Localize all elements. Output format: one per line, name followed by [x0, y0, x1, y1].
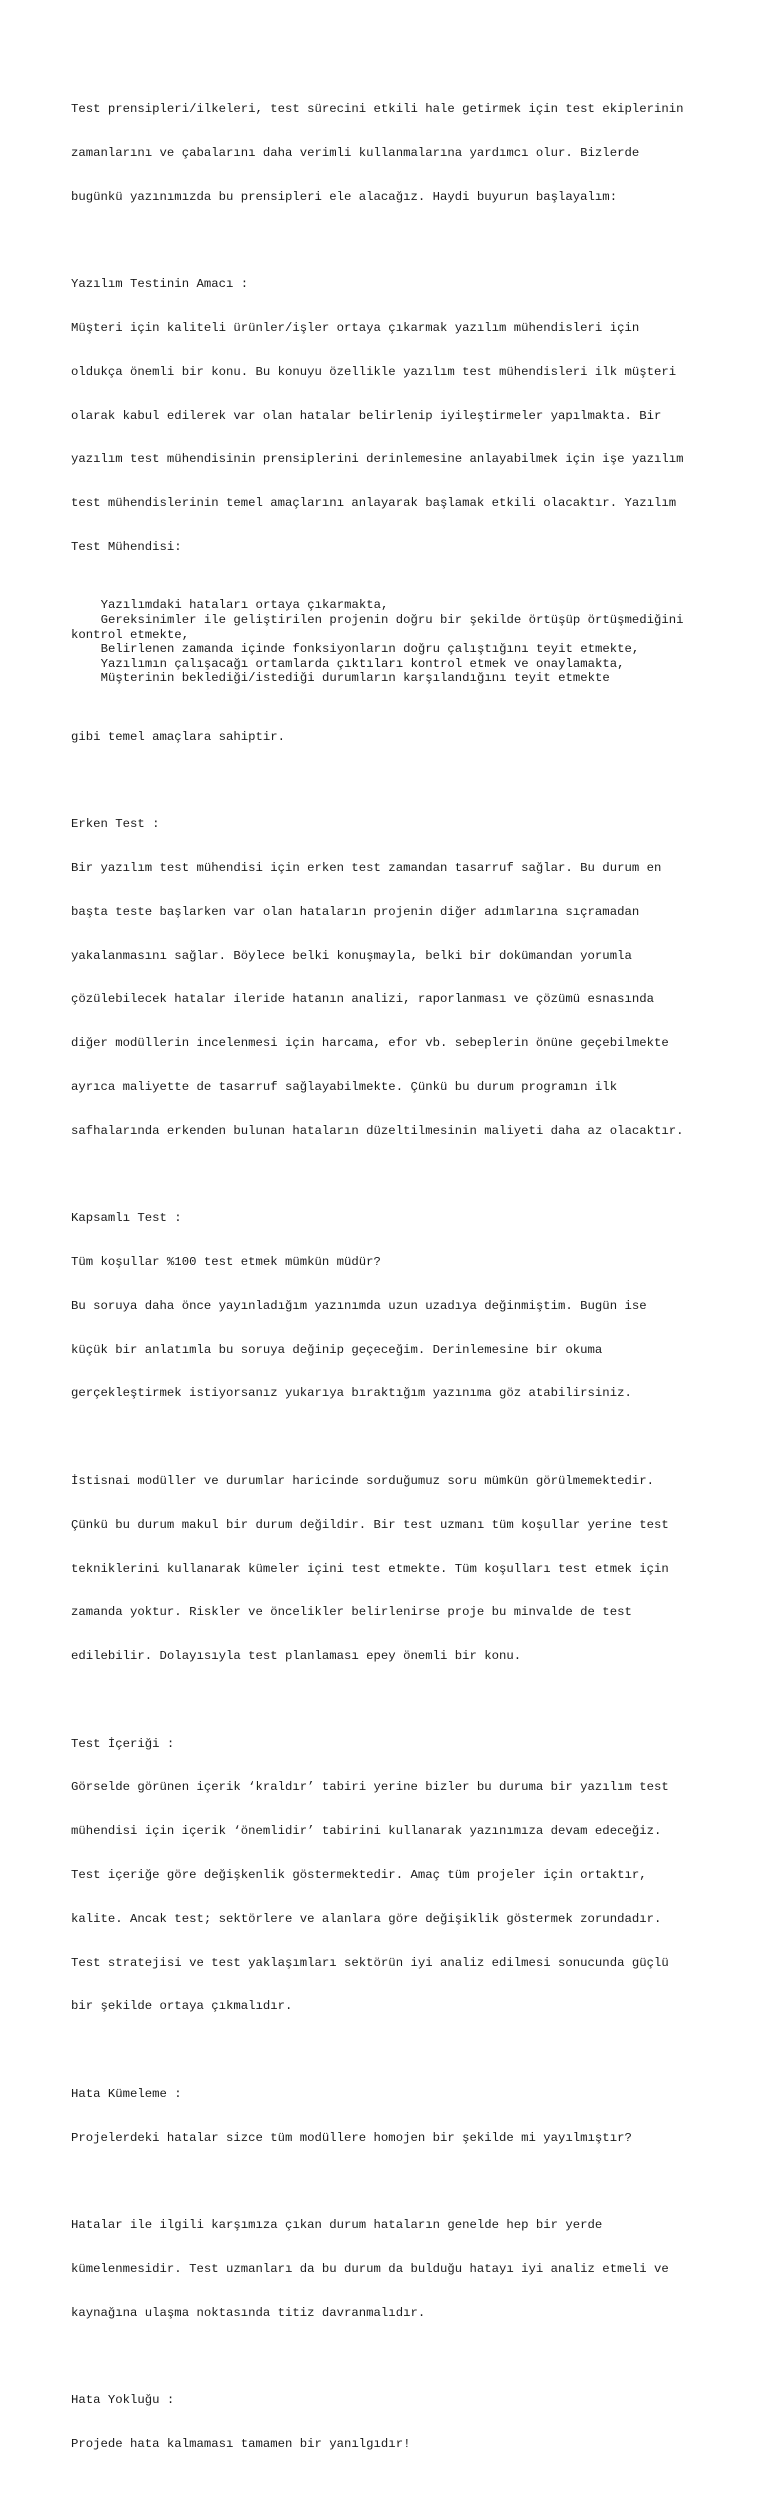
list-closing-line: gibi temel amaçlara sahiptir.: [71, 729, 286, 744]
section-heading: Yazılım Testinin Amacı :: [71, 277, 249, 292]
section-line: oldukça önemli bir konu. Bu konuyu özellikle yazılım test mühendisleri ilk müşteri: [71, 364, 677, 379]
section-heading: Hata Yokluğu :: [71, 2393, 175, 2408]
section-line: yazılım test mühendisinin prensiplerini derinlemesine anlayabilmek için işe yazılım: [71, 452, 684, 467]
section-line: Bir yazılım test mühendisi için erken test zamandan tasarruf sağlar. Bu durum en: [71, 861, 662, 876]
section-heading: Kapsamlı Test :: [71, 1211, 182, 1226]
section-line: Tüm koşullar %100 test etmek mümkün müdür?: [71, 1255, 381, 1270]
section-line: kümelenmesidir. Test uzmanları da bu durum da bulduğu hatayı iyi analiz etmeli ve: [71, 2262, 669, 2277]
section-line: olarak kabul edilerek var olan hatalar belirlenip iyileştirmeler yapılmakta. Bir: [71, 408, 662, 423]
section-test-icerigi: [71, 1708, 761, 2044]
section-amac: [71, 248, 761, 584]
list-item: Belirlenen zamanda içinde fonksiyonların doğru çalıştığını teyit etmekte,: [100, 642, 640, 657]
section-line: Test stratejisi ve test yaklaşımları sektörün iyi analiz edilmesi sonucunda güçlü: [71, 1955, 669, 1970]
section-heading: Hata Kümeleme :: [71, 2086, 182, 2101]
section-line: kalite. Ancak test; sektörlere ve alanlara göre değişiklik göstermek zorundadır.: [71, 1911, 662, 1926]
section-kapsamli-test: [71, 1182, 761, 1430]
section-line: Test içeriğe göre değişkenlik göstermektedir. Amaç tüm projeler için ortaktır,: [71, 1868, 647, 1883]
section-line: zamanda yoktur. Riskler ve öncelikler belirlenirse proje bu minvalde de test: [71, 1605, 632, 1620]
section-line: çözülebilecek hatalar ileride hatanın analizi, raporlanması ve çözümü esnasında: [71, 992, 654, 1007]
section-line: Bu soruya daha önce yayınladığım yazınımda uzun uzadıya değinmiştim. Bugün ise: [71, 1298, 647, 1313]
section-line: Görselde görünen içerik ‘kraldır’ tabiri yerine bizler bu duruma bir yazılım test: [71, 1780, 669, 1795]
section-line: Test Mühendisi:: [71, 540, 182, 554]
engineer-goals-list: [71, 598, 761, 686]
section-line: Projelerdeki hatalar sizce tüm modüllere homojen bir şekilde mi yayılmıştır?: [71, 2130, 632, 2145]
section-line: İstisnai modüller ve durumlar haricinde sorduğumuz soru mümkün görülmemektedir.: [71, 1474, 654, 1488]
section-line: ayrıca maliyette de tasarruf sağlayabilmekte. Çünkü bu durum programın ilk: [71, 1079, 618, 1094]
section-hata-kumeleme: [71, 2058, 761, 2175]
section-line: test mühendislerinin temel amaçlarını anlayarak başlamak etkili olacaktır. Yazılım: [71, 496, 677, 511]
section-heading: Erken Test :: [71, 817, 160, 832]
section-hatalar: [71, 2189, 761, 2350]
intro-line: bugünkü yazınımızda bu prensipleri ele alacağız. Haydi buyurun başlayalım:: [71, 189, 618, 204]
section-line: kaynağına ulaşma noktasında titiz davranmalıdır.: [71, 2305, 426, 2320]
section-line: Müşteri için kaliteli ürünler/işler ortaya çıkarmak yazılım mühendisleri için: [71, 321, 640, 336]
list-closing: [71, 701, 761, 774]
list-item: Müşterinin beklediği/istediği durumların karşılandığını teyit etmekte: [100, 671, 610, 686]
list-item: Gereksinimler ile geliştirilen projenin doğru bir şekilde örtüşüp örtüşmediğini: [100, 612, 684, 627]
document-page: [71, 73, 761, 2496]
section-line: Projede hata kalmaması tamamen bir yanılgıdır!: [71, 2437, 411, 2452]
section-line: edilebilir. Dolayısıyla test planlaması epey önemli bir konu.: [71, 1649, 522, 1664]
section-line: Hatalar ile ilgili karşımıza çıkan durum hataların genelde hep bir yerde: [71, 2218, 603, 2233]
intro-paragraph: [71, 73, 761, 234]
section-line: başta teste başlarken var olan hataların projenin diğer adımlarına sıçramadan: [71, 904, 640, 919]
section-line: küçük bir anlatımla bu soruya değinip geçeceğim. Derinlemesine bir okuma: [71, 1342, 603, 1357]
section-line: tekniklerini kullanarak kümeler içini test etmekte. Tüm koşulları test etmek için: [71, 1561, 669, 1576]
section-line: safhalarında erkenden bulunan hataların düzeltilmesinin maliyeti daha az olacaktır.: [71, 1123, 684, 1138]
section-hata-yoklugu: [71, 2364, 761, 2481]
section-heading: Test İçeriği :: [71, 1736, 175, 1751]
intro-line: Test prensipleri/ilkeleri, test sürecini etkili hale getirmek için test ekiplerinin: [71, 102, 684, 117]
section-line: mühendisi için içerik ‘önemlidir’ tabirini kullanarak yazınımıza devam edeceğiz.: [71, 1824, 662, 1839]
section-line: gerçekleştirmek istiyorsanız yukarıya bıraktığım yazınıma göz atabilirsiniz.: [71, 1386, 632, 1401]
section-line: yakalanmasını sağlar. Böylece belki konuşmayla, belki bir dokümandan yorumla: [71, 948, 632, 963]
section-line: diğer modüllerin incelenmesi için harcama, efor vb. sebeplerin önüne geçebilmekte: [71, 1036, 669, 1051]
intro-line: zamanlarını ve çabalarını daha verimli kullanmalarına yardımcı olur. Bizlerde: [71, 145, 640, 160]
list-item: Yazılımın çalışacağı ortamlarda çıktıları kontrol etmek ve onaylamakta,: [100, 656, 625, 671]
list-item-continuation: kontrol etmekte,: [71, 627, 190, 642]
list-item: Yazılımdaki hataları ortaya çıkarmakta,: [100, 598, 389, 613]
section-istisnai: [71, 1445, 761, 1693]
section-line: Çünkü bu durum makul bir durum değildir. Bir test uzmanı tüm koşullar yerine test: [71, 1517, 669, 1532]
section-line: bir şekilde ortaya çıkmalıdır.: [71, 1999, 293, 2014]
section-erken-test: [71, 788, 761, 1167]
